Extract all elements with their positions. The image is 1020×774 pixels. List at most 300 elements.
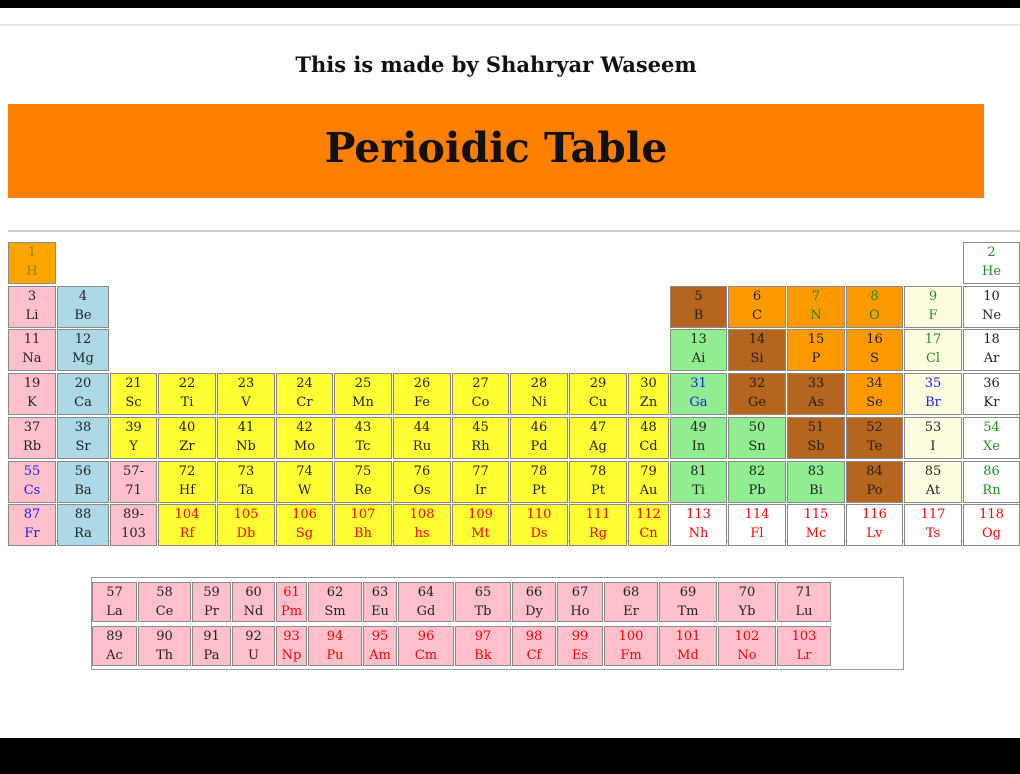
element-symbol: Sc (125, 395, 142, 410)
atomic-number: 86 (983, 464, 1000, 479)
element-symbol: Og (982, 526, 1001, 541)
atomic-number: 84 (866, 464, 883, 479)
atomic-number: 34 (866, 376, 883, 391)
element-cell (57, 373, 109, 415)
element-symbol: Mt (471, 526, 490, 541)
element-cell (628, 504, 669, 546)
element-cell (276, 461, 333, 503)
element-cell (232, 626, 275, 666)
atomic-number: 20 (74, 376, 92, 391)
element-cell (334, 461, 392, 503)
atomic-number: 68 (622, 585, 640, 600)
element-cell (452, 461, 509, 503)
element-cell (398, 626, 454, 666)
element-symbol: Nb (236, 439, 256, 454)
atomic-number: 78 (530, 464, 548, 479)
atomic-number: 14 (748, 332, 766, 347)
element-cell (138, 582, 191, 622)
element-cell (787, 504, 845, 546)
atomic-number: 28 (530, 376, 548, 391)
element-cell (217, 417, 275, 459)
atomic-number: 91 (203, 629, 220, 644)
atomic-number: 47 (589, 420, 607, 435)
element-symbol: I (930, 439, 936, 454)
element-symbol: Cl (925, 351, 941, 366)
element-symbol: Ce (155, 604, 174, 619)
element-symbol: Sb (807, 439, 825, 454)
periodic-table (8, 230, 1020, 542)
element-cell (8, 461, 56, 503)
atomic-number: 49 (690, 420, 707, 435)
atomic-number: 57 (106, 585, 123, 600)
element-symbol: Er (623, 604, 639, 619)
element-symbol: Ta (238, 483, 254, 498)
atomic-number: 100 (618, 629, 644, 644)
element-cell (510, 504, 568, 546)
page (0, 8, 1020, 738)
element-cell (718, 582, 776, 622)
element-cell (904, 504, 962, 546)
atomic-number: 9 (928, 289, 938, 304)
atomic-number: 56 (74, 464, 92, 479)
atomic-number: 17 (924, 332, 942, 347)
element-cell (192, 582, 231, 622)
title-banner (8, 104, 984, 198)
element-symbol: Rb (22, 439, 42, 454)
bottom-bar (0, 738, 1020, 774)
element-symbol: Se (866, 395, 883, 410)
atomic-number: 62 (326, 585, 344, 600)
element-cell (452, 373, 509, 415)
element-cell (158, 373, 216, 415)
atomic-number: 118 (979, 507, 1004, 522)
atomic-number: 37 (23, 420, 41, 435)
atomic-number: 74 (296, 464, 313, 479)
element-symbol: Zr (179, 439, 195, 454)
element-symbol: Db (236, 526, 256, 541)
atomic-number: 48 (640, 420, 657, 435)
atomic-number: 13 (690, 332, 707, 347)
atomic-number: 83 (807, 464, 825, 479)
atomic-number: 117 (920, 507, 946, 522)
atomic-number: 110 (526, 507, 552, 522)
atomic-number: 107 (350, 507, 376, 522)
element-cell (904, 329, 962, 371)
element-symbol: Be (74, 308, 92, 323)
atomic-number: 89- (123, 507, 144, 522)
atomic-number: 3 (27, 289, 37, 304)
element-symbol: Ga (689, 395, 708, 410)
element-symbol: Sn (748, 439, 766, 454)
atomic-number: 8 (870, 289, 879, 304)
atomic-number: 63 (371, 585, 389, 600)
element-cell (728, 286, 786, 328)
atomic-number: 19 (23, 376, 41, 391)
atomic-number: 72 (178, 464, 196, 479)
element-symbol: Nh (688, 526, 709, 541)
element-symbol: O (869, 308, 880, 323)
atomic-number: 6 (752, 289, 762, 304)
element-symbol: Ag (589, 439, 607, 454)
element-cell (628, 417, 669, 459)
atomic-number: 78 (589, 464, 607, 479)
element-symbol: Lv (866, 526, 883, 541)
element-symbol: Po (866, 483, 883, 498)
element-symbol: Tb (474, 604, 492, 619)
element-symbol: P (811, 351, 821, 366)
atomic-number: 61 (283, 585, 300, 600)
element-symbol: Au (639, 483, 658, 498)
element-symbol: Sg (295, 526, 314, 541)
element-cell (57, 286, 109, 328)
element-symbol: Cm (414, 648, 438, 663)
element-cell (557, 582, 603, 622)
element-symbol: Sm (324, 604, 346, 619)
element-cell (846, 504, 903, 546)
atomic-number: 39 (125, 420, 142, 435)
atomic-number: 103 (791, 629, 817, 644)
element-symbol: La (106, 604, 123, 619)
atomic-number: 46 (530, 420, 548, 435)
element-cell (57, 329, 109, 371)
element-cell (628, 373, 669, 415)
element-cell (452, 504, 509, 546)
element-cell (846, 286, 903, 328)
element-cell (777, 626, 831, 666)
element-symbol: Pt (591, 483, 605, 498)
element-cell (334, 417, 392, 459)
atomic-number: 70 (738, 585, 756, 600)
element-symbol: Rf (179, 526, 195, 541)
element-cell (276, 626, 307, 666)
element-cell (217, 461, 275, 503)
atomic-number: 76 (413, 464, 431, 479)
element-cell (728, 417, 786, 459)
element-cell (455, 582, 511, 622)
lanthanide-actinide-table (91, 577, 904, 670)
element-cell (110, 373, 157, 415)
element-symbol: Fl (750, 526, 764, 541)
element-symbol: Mn (352, 395, 374, 410)
element-cell (8, 417, 56, 459)
atomic-number: 90 (156, 629, 173, 644)
element-symbol: Y (129, 439, 138, 454)
element-symbol: Br (925, 395, 941, 410)
element-cell (787, 373, 845, 415)
element-symbol: H (26, 264, 38, 279)
element-cell (217, 504, 275, 546)
element-cell (670, 504, 727, 546)
element-cell (670, 417, 727, 459)
atomic-number: 97 (474, 629, 492, 644)
element-symbol: Hf (178, 483, 196, 498)
atomic-number: 43 (354, 420, 372, 435)
element-symbol: Ho (570, 604, 590, 619)
atomic-number: 30 (640, 376, 657, 391)
element-symbol: Es (571, 648, 589, 663)
element-cell (57, 461, 109, 503)
atomic-number: 81 (690, 464, 707, 479)
atomic-number: 79 (640, 464, 657, 479)
atomic-number: 102 (734, 629, 760, 644)
element-symbol: Eu (371, 604, 389, 619)
atomic-number: 11 (23, 332, 41, 347)
element-cell (8, 286, 56, 328)
element-cell (393, 417, 451, 459)
atomic-number: 58 (156, 585, 173, 600)
element-cell (393, 373, 451, 415)
element-symbol: Ts (925, 526, 941, 541)
element-cell (8, 504, 56, 546)
element-cell (787, 417, 845, 459)
element-cell (787, 286, 845, 328)
element-cell (363, 582, 397, 622)
atomic-number: 108 (409, 507, 435, 522)
element-symbol: Co (471, 395, 490, 410)
atomic-number: 53 (924, 420, 942, 435)
atomic-number: 12 (74, 332, 92, 347)
atomic-number: 54 (983, 420, 1000, 435)
element-symbol: Te (866, 439, 883, 454)
element-symbol: Zn (639, 395, 658, 410)
atomic-number: 87 (23, 507, 41, 522)
atomic-number: 116 (862, 507, 887, 522)
atomic-number: 52 (866, 420, 883, 435)
element-symbol: S (870, 351, 879, 366)
page-title: Perioidic Table (324, 124, 668, 172)
element-symbol: Mo (293, 439, 316, 454)
atomic-number: 22 (178, 376, 196, 391)
atomic-number: 114 (744, 507, 770, 522)
atomic-number: 57- (123, 464, 144, 479)
atomic-number: 24 (296, 376, 313, 391)
element-cell (604, 582, 658, 622)
element-symbol: B (693, 308, 704, 323)
element-cell (904, 461, 962, 503)
element-cell (787, 461, 845, 503)
atomic-number: 71 (795, 585, 813, 600)
element-cell (455, 626, 511, 666)
element-symbol: W (297, 483, 312, 498)
atomic-number: 2 (987, 245, 996, 260)
element-cell (777, 582, 831, 622)
element-symbol: Bi (809, 483, 823, 498)
element-cell (904, 286, 962, 328)
element-cell (846, 461, 903, 503)
element-cell (110, 504, 157, 546)
element-cell (232, 582, 275, 622)
atomic-number: 18 (983, 332, 1000, 347)
element-cell (963, 504, 1020, 546)
element-symbol: Pr (204, 604, 219, 619)
element-cell (398, 582, 454, 622)
atomic-number: 93 (283, 629, 300, 644)
atomic-number: 66 (525, 585, 543, 600)
element-cell (512, 626, 556, 666)
element-symbol: Kr (983, 395, 1000, 410)
element-cell (569, 417, 627, 459)
element-symbol: Ti (180, 395, 194, 410)
atomic-number: 88 (74, 507, 92, 522)
element-cell (8, 329, 56, 371)
element-cell (276, 373, 333, 415)
element-cell (659, 626, 717, 666)
element-cell (963, 373, 1020, 415)
element-symbol: Ai (691, 351, 706, 366)
element-symbol: Yb (738, 604, 756, 619)
element-cell (904, 417, 962, 459)
atomic-number: 101 (675, 629, 701, 644)
element-cell (670, 286, 727, 328)
element-symbol: Bh (354, 526, 372, 541)
element-symbol: Bk (474, 648, 492, 663)
element-symbol: Th (155, 648, 174, 663)
element-cell (728, 504, 786, 546)
element-cell (393, 504, 451, 546)
element-cell (192, 626, 231, 666)
atomic-number: 67 (571, 585, 589, 600)
element-symbol: Ba (74, 483, 92, 498)
element-cell (110, 461, 157, 503)
element-cell (670, 329, 727, 371)
atomic-number: 95 (371, 629, 389, 644)
element-cell (8, 373, 56, 415)
atomic-number: 104 (174, 507, 200, 522)
atomic-number: 21 (125, 376, 142, 391)
atomic-number: 92 (245, 629, 262, 644)
atomic-number: 75 (354, 464, 372, 479)
element-symbol: At (925, 483, 941, 498)
atomic-number: 26 (413, 376, 431, 391)
atomic-number: 94 (326, 629, 344, 644)
element-cell (904, 373, 962, 415)
atomic-number: 64 (417, 585, 435, 600)
element-symbol: Dy (525, 604, 543, 619)
element-symbol: Cu (588, 395, 608, 410)
element-cell (670, 373, 727, 415)
element-symbol: Sr (75, 439, 91, 454)
element-cell (308, 626, 362, 666)
atomic-number: 33 (807, 376, 825, 391)
element-symbol: Ac (106, 648, 123, 663)
element-symbol: Pa (203, 648, 220, 663)
element-symbol: Tm (677, 604, 699, 619)
element-cell (510, 417, 568, 459)
element-symbol: Ru (412, 439, 432, 454)
element-cell (728, 373, 786, 415)
element-cell (217, 373, 275, 415)
atomic-number: 96 (417, 629, 435, 644)
atomic-number: 51 (807, 420, 825, 435)
element-cell (158, 461, 216, 503)
atomic-number: 105 (233, 507, 259, 522)
atomic-number: 73 (237, 464, 255, 479)
atomic-number: 15 (807, 332, 825, 347)
element-symbol: As (807, 395, 825, 410)
element-cell (728, 329, 786, 371)
element-cell (670, 461, 727, 503)
element-symbol: N (810, 308, 822, 323)
atomic-number: 69 (679, 585, 697, 600)
element-cell (604, 626, 658, 666)
top-divider (0, 24, 1020, 26)
element-symbol: Rg (588, 526, 608, 541)
atomic-number: 42 (296, 420, 313, 435)
element-symbol: Mg (72, 351, 94, 366)
element-symbol: Cd (639, 439, 658, 454)
element-symbol: Cn (639, 526, 658, 541)
element-symbol: Ds (530, 526, 548, 541)
atomic-number: 98 (525, 629, 543, 644)
atomic-number: 44 (413, 420, 431, 435)
element-symbol: Rh (471, 439, 490, 454)
element-symbol: Lr (796, 648, 812, 663)
element-symbol: Pd (530, 439, 548, 454)
element-cell (8, 242, 56, 284)
element-cell (276, 417, 333, 459)
element-symbol: C (752, 308, 762, 323)
element-cell (393, 461, 451, 503)
element-symbol: Ne (981, 308, 1002, 323)
atomic-number: 35 (924, 376, 942, 391)
element-symbol: Am (369, 648, 391, 663)
atomic-number: 1 (27, 245, 37, 260)
atomic-number: 59 (203, 585, 220, 600)
element-symbol: Ni (531, 395, 547, 410)
element-cell (334, 504, 392, 546)
element-symbol: K (27, 395, 37, 410)
element-symbol: Ti (692, 483, 705, 498)
atomic-number: 85 (924, 464, 942, 479)
atomic-number: 111 (585, 507, 611, 522)
element-symbol: Pt (532, 483, 546, 498)
element-symbol: Pm (280, 604, 303, 619)
element-cell (846, 417, 903, 459)
element-cell (110, 417, 157, 459)
element-cell (963, 461, 1020, 503)
element-symbol: Li (25, 308, 39, 323)
element-cell (557, 626, 603, 666)
atomic-number: 115 (803, 507, 829, 522)
atomic-number: 45 (472, 420, 489, 435)
atomic-number: 82 (748, 464, 766, 479)
element-cell (334, 373, 392, 415)
atomic-number: 4 (78, 289, 88, 304)
atomic-number: 99 (571, 629, 589, 644)
element-symbol: Lu (795, 604, 813, 619)
element-cell (846, 373, 903, 415)
atomic-number: 32 (748, 376, 766, 391)
element-cell (787, 329, 845, 371)
atomic-number: 10 (983, 289, 1000, 304)
element-symbol: Md (677, 648, 699, 663)
element-symbol: Ra (74, 526, 92, 541)
element-symbol: 103 (121, 526, 146, 541)
element-cell (569, 461, 627, 503)
element-cell (276, 504, 333, 546)
element-symbol: Ir (474, 483, 487, 498)
element-symbol: Fe (413, 395, 430, 410)
element-cell (510, 461, 568, 503)
element-cell (569, 504, 627, 546)
element-cell (728, 461, 786, 503)
element-cell (963, 286, 1020, 328)
atomic-number: 23 (237, 376, 255, 391)
atomic-number: 16 (866, 332, 883, 347)
element-symbol: Ge (747, 395, 767, 410)
atomic-number: 36 (983, 376, 1000, 391)
element-symbol: V (241, 395, 251, 410)
